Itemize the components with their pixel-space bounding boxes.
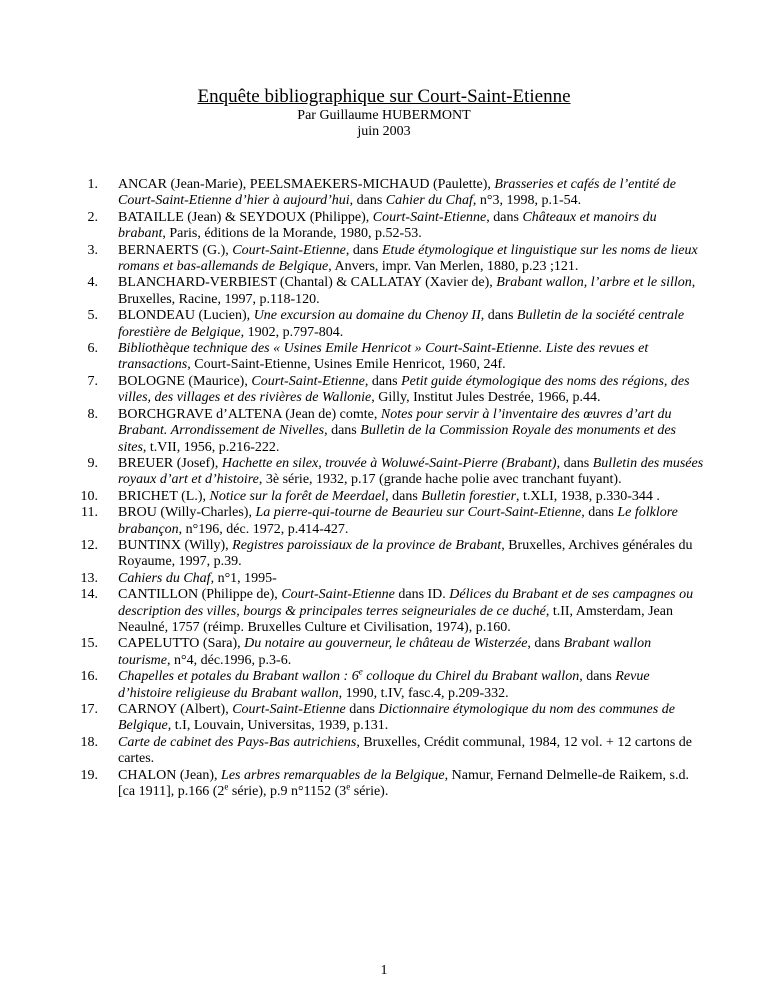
entry-italic-segment: Chapelles et potales du Brabant wallon : 6 [118, 669, 359, 685]
bibliography-entry [64, 308, 704, 341]
bibliography-entry [64, 735, 704, 768]
entry-number: 4. [87, 275, 98, 291]
entry-segment: , Bruxelles, Archives générales du Royaume, 1997, p.39. [118, 537, 693, 570]
entry-segment: , dans [345, 242, 382, 258]
entry-segment: , dans [364, 373, 402, 389]
entry-segment: , n°1, 1995- [210, 570, 277, 586]
entry-number: 12. [80, 537, 98, 553]
entry-segment: BATAILLE (Jean) & SEYDOUX (Philippe), [118, 209, 373, 225]
entry-text [118, 636, 651, 667]
entry-italic-segment: Revue d’histoire religieuse du Brabant wallon [118, 669, 650, 701]
bibliography-entry [64, 768, 704, 801]
bibliography-entry [64, 505, 704, 538]
entry-italic-segment: Châteaux et manoirs du brabant [118, 209, 657, 242]
entry-text [118, 341, 648, 372]
entry-segment: série), p.9 n°1152 (3 [228, 784, 347, 800]
entry-segment: , Bruxelles, Racine, 1997, p.118-120. [118, 275, 696, 307]
entry-segment: , dans [581, 505, 618, 521]
document-title: Enquête bibliographique sur Court-Saint-Etienne [197, 86, 571, 107]
entry-number: 8. [87, 406, 98, 422]
entry-italic-segment: Etude étymologique et linguistique sur les noms de lieux romans et bas-allemands de Belgique [118, 242, 698, 275]
bibliography-entry [64, 210, 704, 243]
entry-text [118, 456, 703, 487]
entry-segment: BORCHGRAVE d’ALTENA (Jean de) comte, [118, 406, 381, 422]
entry-text [118, 538, 693, 569]
entry-text [118, 702, 675, 733]
entry-segment: dans ID. [394, 587, 450, 603]
entry-number: 2. [87, 209, 98, 225]
bibliography-entry [64, 489, 704, 505]
bibliography-list [64, 177, 704, 800]
entry-text [118, 210, 657, 241]
entry-segment: , dans [324, 423, 361, 439]
entry-number: 16. [80, 669, 98, 685]
entry-segment: , t.I, Louvain, Universitas, 1939, p.131. [167, 718, 389, 734]
entry-segment: CAPELUTTO (Sara), [118, 636, 245, 652]
entry-italic-segment: Une excursion au domaine du Chenoy II [253, 308, 481, 324]
entry-segment: , 3è série, 1932, p.17 (grande hache polie avec tranchant fuyant). [258, 472, 622, 488]
entry-italic-segment: Registres paroissiaux de la province de Brabant [232, 537, 502, 553]
entry-segment: , Namur, Fernand Delmelle-de Raikem, s.d. [ca 1911], p.166 (2 [118, 767, 689, 800]
entry-segment: , n°3, 1998, p.1-54. [472, 193, 582, 209]
entry-segment: BERNAERTS (G.), [118, 242, 233, 258]
entry-number: 15. [80, 636, 98, 652]
entry-segment: , Gilly, Institut Jules Destrée, 1966, p.44. [371, 390, 601, 406]
entry-italic-segment: colloque du Chirel du Brabant wallon [362, 669, 580, 685]
entry-number: 3. [87, 242, 98, 258]
entry-segment: , Anvers, impr. Van Merlen, 1880, p.23 ;121. [328, 259, 579, 275]
entry-italic-segment: Court-Saint-Etienne [372, 209, 487, 225]
bibliography-entry [64, 243, 704, 276]
entry-text [118, 308, 684, 339]
entry-text [118, 571, 277, 586]
entry-number: 9. [87, 455, 98, 471]
entry-italic-segment: Dictionnaire étymologique du nom des communes de Belgique [118, 702, 675, 734]
entry-text [118, 768, 689, 799]
entry-italic-segment: Bulletin de la société centrale forestière de Belgique [118, 308, 685, 340]
entry-number: 7. [87, 373, 98, 389]
entry-italic-segment: Brabant wallon, l’arbre et le sillon [496, 275, 692, 291]
entry-text [118, 407, 676, 455]
entry-italic-segment: Notes pour servir à l’inventaire des œuvres d’art du Brabant. Arrondissement de Nivelles [118, 406, 672, 439]
entry-number: 1. [87, 177, 98, 192]
entry-segment: , Court-Saint-Etienne, Usines Emile Henricot, 1960, 24f. [187, 357, 506, 373]
entry-segment: BROU (Willy-Charles), [118, 505, 256, 521]
bibliography-entry [64, 666, 704, 702]
entry-italic-segment: Cahier du Chaf [385, 193, 473, 209]
entry-segment: , dans [527, 636, 564, 652]
bibliography-entry [64, 587, 704, 636]
entry-segment: CANTILLON (Philippe de), [118, 587, 282, 603]
entry-segment: CARNOY (Albert), [118, 702, 233, 717]
entry-segment: , t.XLI, 1938, p.330-344 . [516, 488, 660, 504]
entry-italic-segment: La pierre-qui-tourne de Beaurieu sur Court-Saint-Etienne [255, 505, 582, 521]
entry-text [118, 587, 693, 635]
entry-segment: , Paris, éditions de la Morande, 1980, p.52-53. [162, 226, 422, 242]
entry-italic-segment: Bibliothèque technique des « Usines Emile Henricot » Court-Saint-Etienne. Liste des revues et transactions [118, 341, 649, 373]
entry-italic-segment: Court-Saint-Etienne [251, 373, 365, 389]
bibliography-entry [64, 341, 704, 374]
entry-segment: , Bruxelles, Crédit communal, 1984, 12 vol. + 12 cartons de cartes. [118, 734, 693, 767]
entry-segment: , n°196, déc. 1972, p.414-427. [178, 521, 349, 537]
bibliography-entry [64, 275, 704, 308]
bibliography-entry [64, 456, 704, 489]
entry-italic-segment: Court-Saint-Etienne [232, 242, 346, 258]
entry-segment: , t.VII, 1956, p.216-222. [142, 439, 280, 455]
entry-number: 11. [81, 505, 98, 521]
entry-italic-segment: Petit guide étymologique des noms des régions, des villes, des villages et des rivières de Wallonie [118, 373, 690, 406]
entry-text [118, 243, 698, 274]
entry-segment: , 1902, p.797-804. [240, 324, 344, 340]
entry-text [118, 666, 650, 701]
entry-italic-segment: Court-Saint-Etienne [281, 587, 395, 603]
entry-number: 5. [87, 308, 98, 324]
entry-number: 10. [80, 488, 98, 504]
entry-segment: e [346, 781, 351, 792]
entry-italic-segment: Cahiers du Chaf [118, 570, 211, 586]
bibliography-entry [64, 702, 704, 735]
bibliography-entry [64, 407, 704, 456]
page-number: 1 [380, 963, 388, 978]
bibliography-entry [64, 636, 704, 669]
entry-italic-segment: Court-Saint-Etienne [232, 702, 346, 717]
entry-italic-segment: Hachette en silex, trouvée à Woluwé-Saint-Pierre (Brabant) [221, 455, 557, 471]
entry-segment: e [224, 781, 229, 792]
entry-number: 14. [80, 587, 98, 603]
entry-segment: , dans [349, 193, 386, 209]
bibliography-entry [64, 177, 704, 210]
entry-text [118, 735, 692, 766]
entry-segment: dans [345, 702, 379, 717]
entry-text [118, 489, 660, 504]
entry-segment: BOLOGNE (Maurice), [118, 373, 252, 389]
entry-segment: BUNTINX (Willy), [118, 537, 233, 553]
entry-italic-segment: Bulletin forestier [421, 488, 517, 504]
entry-text [118, 177, 676, 208]
entry-number: 13. [80, 570, 98, 586]
entry-segment: BLONDEAU (Lucien), [118, 308, 254, 324]
document-author: Par Guillaume HUBERMONT [297, 108, 471, 123]
entry-segment: , n°4, déc.1996, p.3-6. [167, 652, 292, 668]
entry-text [118, 505, 678, 536]
entry-segment: BRICHET (L.), [118, 488, 210, 504]
entry-italic-segment: Notice sur la forêt de Meerdael [209, 488, 386, 504]
entry-italic-segment: Délices du Brabant et de ses campagnes ou description des villes, bourgs & principales terres seigneuriales de ce duché [118, 587, 694, 619]
entry-text [118, 275, 695, 306]
entry-segment: , dans [486, 209, 523, 225]
entry-segment: série). [350, 784, 389, 800]
entry-italic-segment: e [358, 666, 363, 677]
bibliography-entry [64, 538, 704, 571]
entry-segment: , dans [480, 308, 517, 324]
entry-segment: CHALON (Jean), [118, 767, 222, 783]
entry-segment: ANCAR (Jean-Marie), PEELSMAEKERS-MICHAUD (Paulette), [118, 177, 495, 192]
entry-segment: , t.II, Amsterdam, Jean Neaulné, 1757 (réimp. Bruxelles Culture et Civilisation, 1974), p.160. [118, 603, 673, 635]
entry-number: 6. [87, 341, 98, 357]
entry-text [118, 374, 690, 405]
entry-number: 17. [80, 702, 98, 717]
entry-segment: BREUER (Josef), [118, 455, 222, 471]
entry-italic-segment: Carte de cabinet des Pays-Bas autrichiens [118, 734, 357, 750]
entry-segment: BLANCHARD-VERBIEST (Chantal) & CALLATAY (Xavier de), [118, 275, 497, 291]
bibliography-entry [64, 571, 704, 587]
entry-number: 18. [80, 734, 98, 750]
entry-segment: , dans [579, 669, 616, 685]
entry-italic-segment: Brabant wallon tourisme [118, 636, 652, 668]
entry-italic-segment: Du notaire au gouverneur, le château de Wisterzée [244, 636, 528, 652]
entry-italic-segment: Brasseries et cafés de l’entité de Court-Saint-Etienne d’hier à aujourd’hui [118, 177, 676, 209]
bibliography-entry [64, 374, 704, 407]
entry-segment: , dans [385, 488, 422, 504]
entry-italic-segment: Le folklore brabançon [118, 505, 678, 537]
entry-segment: , dans [556, 455, 593, 471]
entry-segment: , 1990, t.IV, fasc.4, p.209-332. [338, 685, 509, 701]
entry-number: 19. [80, 767, 98, 783]
entry-italic-segment: Bulletin des musées royaux d’art et d’histoire [118, 455, 704, 488]
entry-italic-segment: Bulletin de la Commission Royale des monuments et des sites [118, 423, 676, 455]
document-date: juin 2003 [357, 124, 411, 139]
entry-italic-segment: Les arbres remarquables de la Belgique [221, 767, 445, 783]
